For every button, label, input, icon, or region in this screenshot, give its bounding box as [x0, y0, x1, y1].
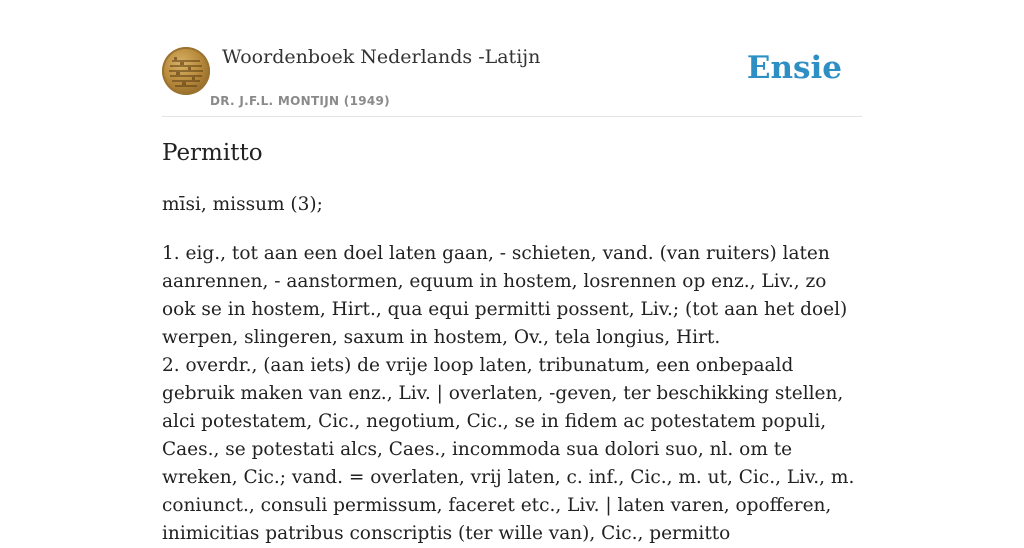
page-content	[162, 0, 862, 544]
author-label: DR. J.F.L. MONTIJN (1949)	[210, 94, 390, 108]
entry-body	[162, 240, 862, 548]
coin-logo-icon[interactable]	[162, 47, 210, 95]
entry-paragraph: 1. eig., tot aan een doel laten gaan, - schieten, vand. (van ruiters) laten aanrennen, - aanstormen, equum in hostem, losrennen op enz., Liv., zo ook se in hostem, Hirt., qua equi permitti possent, Liv.; (tot aan het doel) werpen, slingeren, saxum in hostem, Ov., tela longius, Hirt.	[162, 243, 848, 348]
header	[162, 0, 862, 117]
brand-logo[interactable]: Ensie	[746, 50, 842, 86]
book-title[interactable]: Woordenboek Nederlands -Latijn	[222, 46, 541, 68]
entry-forms: mīsi, missum (3);	[162, 194, 323, 215]
entry-term: Permitto	[162, 140, 263, 166]
entry-paragraph: 2. overdr., (aan iets) de vrije loop laten, tribunatum, een onbepaald gebruik maken van enz., Liv. | overlaten, -geven, ter beschikking stellen, alci potestatem, Cic., negotium, Cic., se in fidem ac potestatem populi, Caes., se potestati alcs, Caes., incommoda sua dolori suo, nl. om te wreken, Cic.; vand. = overlaten, vrij laten, c. inf., Cic., m. ut, Cic., Liv., m. coniunct., consuli permissum, faceret etc., Liv. | laten varen, opofferen, inimicitias patribus conscriptis (ter wille van), Cic., permitto	[162, 355, 855, 544]
